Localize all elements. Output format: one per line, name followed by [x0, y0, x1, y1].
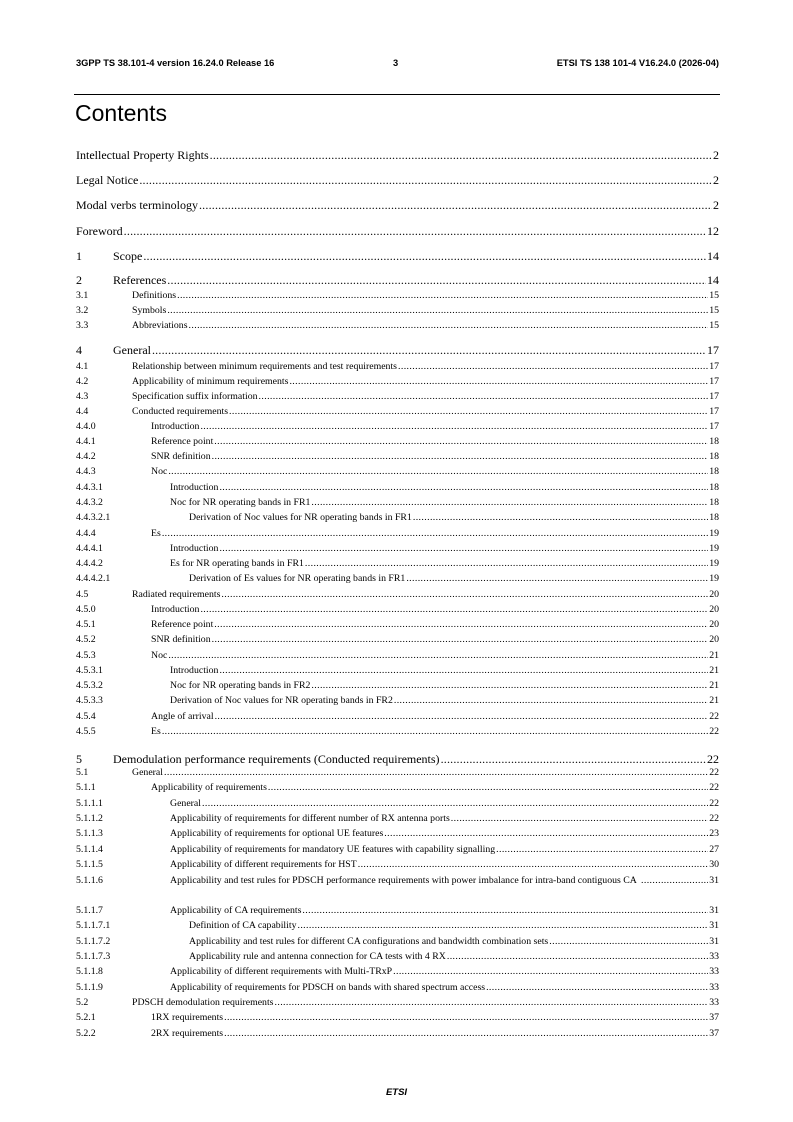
- toc-entry-page: 31: [709, 936, 719, 947]
- toc-entry-page: 19: [709, 558, 719, 569]
- toc-entry-page: 15: [709, 320, 719, 331]
- toc-entry-page: 21: [709, 665, 719, 676]
- toc-entry-title: General: [170, 798, 202, 809]
- toc-entry-number: 5.1: [76, 767, 89, 778]
- toc-entry-number: 5.1.1.7.2: [76, 936, 111, 947]
- toc-entry-number: 5.1.1.6: [76, 875, 103, 886]
- toc-entry-title: Derivation of Es values for NR operating bands in FR1: [189, 573, 406, 584]
- toc-entry-number: 4.4.3.1: [76, 482, 103, 493]
- toc-entry[interactable]: [76, 498, 719, 509]
- toc-entry-number: 4.4.4: [76, 528, 96, 539]
- toc-entry[interactable]: [76, 814, 719, 825]
- header-spec-version: 3GPP TS 38.101-4 version 16.24.0 Release 16: [76, 58, 275, 68]
- toc-entry-title: Demodulation performance requirements (Conducted requirements): [113, 752, 440, 766]
- toc-entry-page: 14: [707, 249, 719, 263]
- toc-leader-dots: [398, 362, 708, 373]
- toc-entry-number: 4.5.3: [76, 650, 96, 661]
- toc-entry-number: 4.4: [76, 406, 89, 417]
- toc-entry-page: 31: [709, 920, 719, 931]
- toc-leader-dots: [413, 513, 708, 524]
- toc-entry[interactable]: [76, 291, 719, 302]
- toc-leader-dots: [393, 967, 708, 978]
- header-etsi-reference: ETSI TS 138 101-4 V16.24.0 (2026-04): [556, 58, 719, 68]
- toc-leader-dots: [139, 173, 712, 187]
- toc-leader-dots: [199, 198, 712, 212]
- toc-entry-page: 15: [709, 305, 719, 316]
- toc-entry-title: Modal verbs terminology: [76, 198, 198, 212]
- toc-entry-page: 18: [709, 466, 719, 477]
- page-title: Contents: [75, 100, 168, 126]
- toc-entry-title: 1RX requirements: [151, 1012, 224, 1023]
- toc-entry-title: Angle of arrival: [151, 711, 214, 722]
- toc-leader-dots: [394, 696, 708, 707]
- toc-entry-page: 19: [709, 528, 719, 539]
- toc-entry-title: Applicability of requirements for different number of RX antenna ports: [170, 813, 450, 824]
- toc-leader-dots: [221, 590, 708, 601]
- toc-entry[interactable]: [76, 727, 719, 738]
- toc-entry[interactable]: [76, 651, 719, 662]
- toc-leader-dots: [451, 814, 708, 825]
- toc-leader-dots: [259, 392, 709, 403]
- toc-entry-page: 18: [709, 436, 719, 447]
- toc-leader-dots: [177, 291, 708, 302]
- toc-leader-dots: [219, 483, 708, 494]
- toc-leader-dots: [143, 249, 706, 263]
- toc-entry-number: 4.4.3: [76, 466, 96, 477]
- toc-leader-dots: [275, 998, 709, 1009]
- toc-entry-page: 17: [709, 391, 719, 402]
- toc-entry[interactable]: [76, 876, 719, 887]
- toc-leader-dots: [305, 559, 708, 570]
- toc-entry[interactable]: [76, 829, 719, 840]
- toc-entry[interactable]: [76, 952, 719, 963]
- toc-entry-page: 31: [709, 905, 719, 916]
- toc-leader-dots: [496, 845, 708, 856]
- toc-entry[interactable]: [76, 173, 719, 187]
- toc-entry-number: 5.1.1.1: [76, 798, 103, 809]
- toc-leader-dots: [289, 377, 708, 388]
- toc-entry-title: Applicability of different requirements for HST: [170, 859, 357, 870]
- header-rule: [74, 94, 720, 95]
- toc-entry-page: 33: [709, 966, 719, 977]
- toc-entry-number: 4.5.3.2: [76, 680, 103, 691]
- toc-leader-dots: [268, 783, 708, 794]
- toc-leader-dots: [441, 752, 706, 766]
- toc-entry-title: Applicability rule and antenna connection for CA tests with 4 RX: [189, 951, 446, 962]
- toc-entry-title: Derivation of Noc values for NR operating bands in FR1: [189, 512, 412, 523]
- toc-leader-dots: [302, 906, 708, 917]
- toc-leader-dots: [311, 498, 708, 509]
- toc-entry-page: 18: [709, 497, 719, 508]
- toc-entry-page: 22: [709, 813, 719, 824]
- toc-entry-page: 22: [709, 726, 719, 737]
- toc-leader-dots: [358, 860, 708, 871]
- toc-entry-page: 17: [707, 343, 719, 357]
- toc-entry-title: Definitions: [132, 290, 177, 301]
- toc-entry-page: 17: [709, 361, 719, 372]
- toc-entry[interactable]: [76, 681, 719, 692]
- toc-entry-page: 20: [709, 589, 719, 600]
- toc-entry-title: Applicability of requirements for optional UE features: [170, 828, 384, 839]
- toc-entry-number: 5.1.1.4: [76, 844, 103, 855]
- toc-entry-title: Introduction: [170, 665, 219, 676]
- toc-entry[interactable]: [76, 198, 719, 212]
- toc-entry[interactable]: [76, 752, 719, 766]
- toc-entry-page: 21: [709, 680, 719, 691]
- toc-leader-dots: [167, 273, 706, 287]
- toc-entry-number: 5.1.1.2: [76, 813, 103, 824]
- toc-entry-page: 37: [709, 1012, 719, 1023]
- toc-leader-dots: [164, 768, 708, 779]
- toc-entry[interactable]: [76, 998, 719, 1009]
- toc-entry-page: 22: [709, 782, 719, 793]
- toc-entry-title: Es: [151, 726, 161, 737]
- toc-entry[interactable]: [76, 845, 719, 856]
- toc-entry-title: General: [113, 343, 151, 357]
- toc-entry-number: 5.1.1.3: [76, 828, 103, 839]
- page-header: [76, 58, 719, 72]
- toc-leader-dots: [167, 306, 708, 317]
- toc-entry-number: 5.1.1.7.3: [76, 951, 111, 962]
- toc-entry-title: PDSCH demodulation requirements: [132, 997, 274, 1008]
- toc-entry-number: 4.5.3.1: [76, 665, 103, 676]
- toc-entry-number: 4.5.3.3: [76, 695, 103, 706]
- toc-entry[interactable]: [76, 635, 719, 646]
- toc-entry-title: Applicability of requirements: [151, 782, 267, 793]
- toc-entry[interactable]: [76, 1029, 719, 1040]
- toc-entry[interactable]: [76, 148, 719, 162]
- toc-entry-number: 4.4.4.2.1: [76, 573, 111, 584]
- toc-entry-page: 20: [709, 604, 719, 615]
- toc-entry-title: Reference point: [151, 436, 214, 447]
- toc-entry-page: 17: [709, 406, 719, 417]
- toc-entry[interactable]: [76, 921, 719, 932]
- toc-leader-dots: [641, 876, 708, 887]
- toc-entry[interactable]: [76, 513, 719, 524]
- toc-entry-number: 4.2: [76, 376, 89, 387]
- toc-entry-title: Introduction: [170, 482, 219, 493]
- toc-entry-number: 3.2: [76, 305, 89, 316]
- toc-entry[interactable]: [76, 483, 719, 494]
- toc-entry[interactable]: [76, 249, 719, 263]
- toc-entry-page: 18: [709, 512, 719, 523]
- toc-entry-title: Applicability of requirements for PDSCH on bands with shared spectrum access: [170, 982, 486, 993]
- toc-entry[interactable]: [76, 306, 719, 317]
- toc-entry-page: 23: [709, 828, 719, 839]
- toc-entry-page: 15: [709, 290, 719, 301]
- toc-entry[interactable]: [76, 906, 719, 917]
- toc-entry-page: 17: [709, 376, 719, 387]
- toc-entry-number: 4.4.1: [76, 436, 96, 447]
- toc-entry[interactable]: [76, 783, 719, 794]
- toc-entry-number: 5.1.1.5: [76, 859, 103, 870]
- toc-leader-dots: [162, 727, 708, 738]
- toc-leader-dots: [214, 437, 708, 448]
- toc-entry[interactable]: [76, 273, 719, 287]
- toc-entry[interactable]: [76, 544, 719, 555]
- toc-entry-number: 4.4.3.2: [76, 497, 103, 508]
- toc-leader-dots: [210, 148, 712, 162]
- toc-entry-page: 19: [709, 543, 719, 554]
- toc-entry[interactable]: [76, 799, 719, 810]
- toc-entry[interactable]: [76, 467, 719, 478]
- toc-entry[interactable]: [76, 605, 719, 616]
- toc-leader-dots: [168, 651, 708, 662]
- toc-leader-dots: [297, 921, 708, 932]
- toc-entry-title: Noc: [151, 650, 168, 661]
- toc-entry-title: SNR definition: [151, 634, 211, 645]
- toc-entry-title: Es: [151, 528, 161, 539]
- toc-entry-page: 17: [709, 421, 719, 432]
- toc-entry-number: 4: [76, 343, 82, 357]
- toc-leader-dots: [384, 829, 708, 840]
- toc-entry-title: Applicability of minimum requirements: [132, 376, 289, 387]
- toc-entry-title: Intellectual Property Rights: [76, 148, 209, 162]
- toc-entry-title: Specification suffix information: [132, 391, 258, 402]
- toc-leader-dots: [219, 666, 708, 677]
- toc-entry-page: 20: [709, 634, 719, 645]
- toc-entry-number: 4.4.0: [76, 421, 96, 432]
- toc-entry[interactable]: [76, 529, 719, 540]
- toc-entry-page: 37: [709, 1028, 719, 1039]
- toc-entry-page: 22: [707, 752, 719, 766]
- toc-entry-number: 4.5.5: [76, 726, 96, 737]
- toc-entry-title: References: [113, 273, 167, 287]
- toc-entry-title: Conducted requirements: [132, 406, 229, 417]
- toc-leader-dots: [168, 467, 708, 478]
- toc-entry-title: Introduction: [151, 421, 200, 432]
- toc-entry-page: 2: [713, 173, 719, 187]
- toc-entry-title: Applicability of requirements for mandatory UE features with capability signalling: [170, 844, 496, 855]
- toc-entry-title: General: [132, 767, 164, 778]
- toc-entry-title: Noc: [151, 466, 168, 477]
- toc-entry-number: 5.2.1: [76, 1012, 96, 1023]
- toc-entry-title: Applicability and test rules for different CA configurations and bandwidth combination sets: [189, 936, 549, 947]
- toc-entry-number: 4.4.4.2: [76, 558, 103, 569]
- toc-entry-number: 5.1.1.7.1: [76, 920, 111, 931]
- toc-entry-title: 2RX requirements: [151, 1028, 224, 1039]
- toc-leader-dots: [447, 952, 708, 963]
- toc-entry-page: 27: [709, 844, 719, 855]
- toc-entry-number: 4.5: [76, 589, 89, 600]
- toc-leader-dots: [219, 544, 708, 555]
- toc-entry-title: SNR definition: [151, 451, 211, 462]
- toc-entry-title: Scope: [113, 249, 143, 263]
- toc-entry-number: 5: [76, 752, 82, 766]
- toc-entry-number: 5.1.1.7: [76, 905, 103, 916]
- toc-leader-dots: [486, 983, 708, 994]
- toc-entry-number: 4.1: [76, 361, 89, 372]
- toc-leader-dots: [311, 681, 708, 692]
- toc-entry[interactable]: [76, 860, 719, 871]
- toc-entry-page: 22: [709, 798, 719, 809]
- toc-leader-dots: [229, 407, 708, 418]
- toc-entry-number: 4.5.0: [76, 604, 96, 615]
- toc-entry-page: 2: [713, 198, 719, 212]
- toc-leader-dots: [214, 620, 708, 631]
- toc-entry-number: 4.5.2: [76, 634, 96, 645]
- toc-leader-dots: [162, 529, 708, 540]
- toc-entry-page: 2: [713, 148, 719, 162]
- toc-entry-number: 1: [76, 249, 82, 263]
- toc-entry-page: 14: [707, 273, 719, 287]
- toc-entry-title: Relationship between minimum requirements and test requirements: [132, 361, 397, 372]
- toc-entry[interactable]: [76, 452, 719, 463]
- toc-entry-number: 5.2: [76, 997, 89, 1008]
- toc-entry-page: 33: [709, 997, 719, 1008]
- toc-entry-number: 4.4.3.2.1: [76, 512, 111, 523]
- toc-entry-page: 30: [709, 859, 719, 870]
- toc-entry[interactable]: [76, 696, 719, 707]
- toc-entry-title: Definition of CA capability: [189, 920, 297, 931]
- toc-leader-dots: [406, 574, 708, 585]
- toc-entry-number: 5.1.1.9: [76, 982, 103, 993]
- toc-entry[interactable]: [76, 321, 719, 332]
- toc-leader-dots: [212, 452, 709, 463]
- toc-entry-title: Introduction: [151, 604, 200, 615]
- toc-entry-page: 33: [709, 951, 719, 962]
- toc-entry-title: Abbreviations: [132, 320, 188, 331]
- toc-entry[interactable]: [76, 437, 719, 448]
- toc-entry-page: 21: [709, 650, 719, 661]
- toc-entry-number: 4.4.4.1: [76, 543, 103, 554]
- toc-entry-number: 4.5.4: [76, 711, 96, 722]
- toc-leader-dots: [200, 605, 708, 616]
- toc-entry-title: Applicability and test rules for PDSCH performance requirements with power imbalance for intra-band contiguous CA: [170, 875, 637, 886]
- toc-entry-page: 12: [707, 224, 719, 238]
- toc-entry-number: 5.2.2: [76, 1028, 96, 1039]
- toc-entry-title: Introduction: [170, 543, 219, 554]
- toc-leader-dots: [212, 635, 709, 646]
- toc-entry-number: 4.3: [76, 391, 89, 402]
- toc-entry-number: 3.3: [76, 320, 89, 331]
- toc-entry[interactable]: [76, 559, 719, 570]
- toc-leader-dots: [549, 937, 708, 948]
- toc-entry-page: 22: [709, 767, 719, 778]
- toc-leader-dots: [202, 799, 708, 810]
- toc-entry[interactable]: [76, 712, 719, 723]
- toc-entry[interactable]: [76, 967, 719, 978]
- toc-entry-title: Foreword: [76, 224, 123, 238]
- toc-entry-title: Applicability of CA requirements: [170, 905, 302, 916]
- toc-entry-page: 31: [709, 875, 719, 886]
- toc-entry-title: Radiated requirements: [132, 589, 221, 600]
- toc-entry-number: 4.4.2: [76, 451, 96, 462]
- toc-leader-dots: [215, 712, 709, 723]
- toc-leader-dots: [224, 1013, 708, 1024]
- toc-entry[interactable]: [76, 377, 719, 388]
- toc-entry[interactable]: [76, 574, 719, 585]
- toc-entry[interactable]: [76, 392, 719, 403]
- page-footer: ETSI: [385, 1087, 408, 1098]
- toc-entry[interactable]: [76, 407, 719, 418]
- toc-entry[interactable]: [76, 422, 719, 433]
- toc-entry-title: Legal Notice: [76, 173, 139, 187]
- toc-entry-number: 5.1.1: [76, 782, 96, 793]
- toc-leader-dots: [224, 1029, 708, 1040]
- toc-entry[interactable]: [76, 666, 719, 677]
- toc-entry-title: Noc for NR operating bands in FR2: [170, 680, 311, 691]
- toc-entry[interactable]: [76, 362, 719, 373]
- toc-entry-number: 5.1.1.8: [76, 966, 103, 977]
- toc-entry[interactable]: [76, 768, 719, 779]
- toc-entry-page: 18: [709, 451, 719, 462]
- header-page-number: 3: [393, 58, 399, 68]
- toc-entry[interactable]: [76, 343, 719, 357]
- toc-entry-title: Derivation of Noc values for NR operating bands in FR2: [170, 695, 393, 706]
- toc-entry-number: 2: [76, 273, 82, 287]
- toc-leader-dots: [152, 343, 706, 357]
- toc-entry[interactable]: [76, 620, 719, 631]
- toc-entry-page: 33: [709, 982, 719, 993]
- toc-entry-title: Symbols: [132, 305, 167, 316]
- toc-entry-title: Reference point: [151, 619, 214, 630]
- toc-entry-page: 18: [709, 482, 719, 493]
- toc-entry-title: Es for NR operating bands in FR1: [170, 558, 304, 569]
- toc-entry-title: Noc for NR operating bands in FR1: [170, 497, 311, 508]
- toc-leader-dots: [124, 224, 706, 238]
- toc-entry[interactable]: [76, 983, 719, 994]
- toc-entry-title: Applicability of different requirements with Multi-TRxP: [170, 966, 393, 977]
- toc-entry-page: 20: [709, 619, 719, 630]
- toc-entry-page: 22: [709, 711, 719, 722]
- toc-entry[interactable]: [76, 937, 719, 948]
- toc-leader-dots: [200, 422, 708, 433]
- toc-entry-page: 19: [709, 573, 719, 584]
- toc-entry-page: 21: [709, 695, 719, 706]
- toc-entry[interactable]: [76, 224, 719, 238]
- toc-leader-dots: [189, 321, 709, 332]
- toc-entry[interactable]: [76, 1013, 719, 1024]
- toc-entry[interactable]: [76, 590, 719, 601]
- toc-entry-number: 3.1: [76, 290, 89, 301]
- toc-entry-number: 4.5.1: [76, 619, 96, 630]
